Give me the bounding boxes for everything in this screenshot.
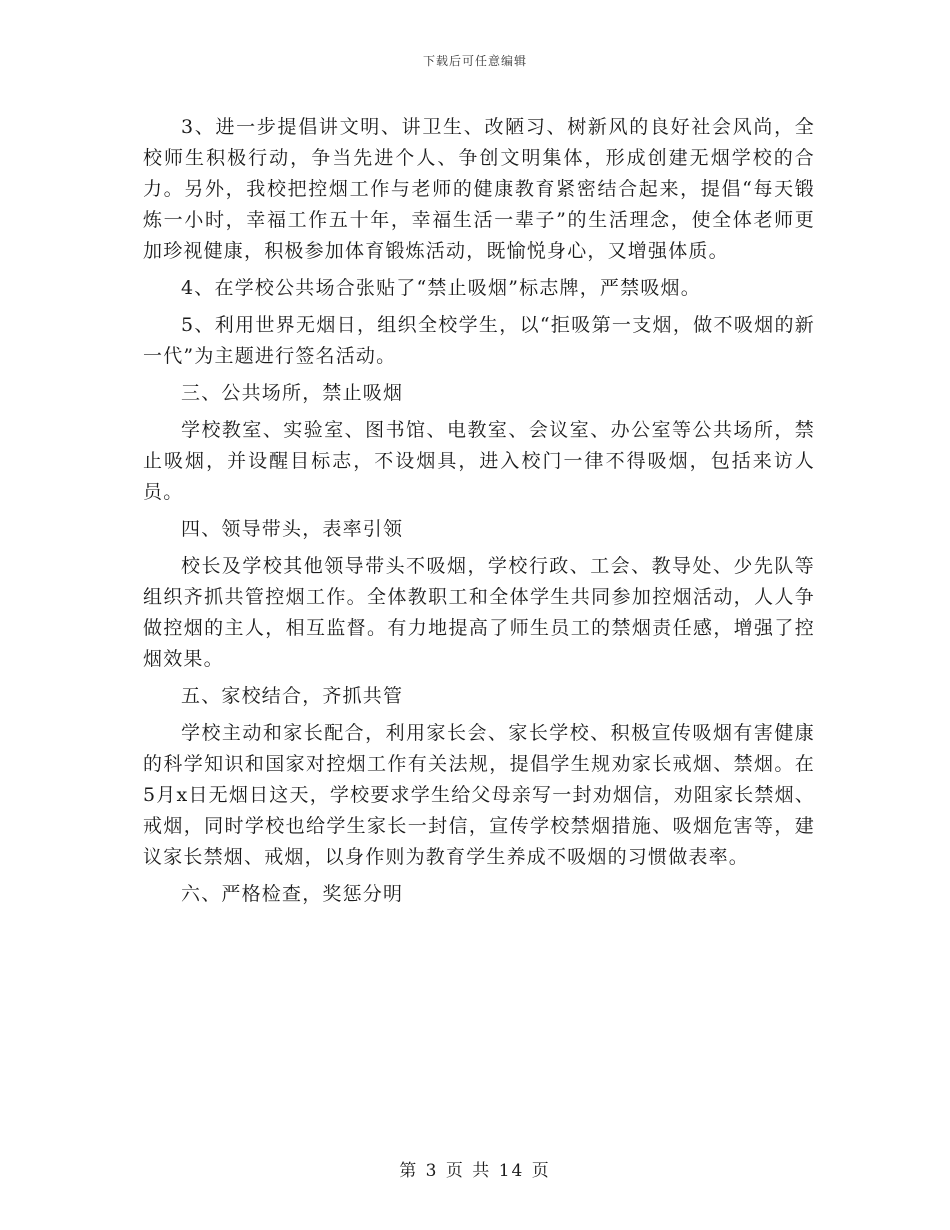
page-number-footer: 第 3 页 共 14 页: [399, 1161, 551, 1181]
paragraph-leadership: 校长及学校其他领导带头不吸烟，学校行政、工会、教导处、少先队等组织齐抓共管控烟工作。全体教职工和全体学生共同参加控烟活动，人人争做控烟的主人，相互监督。有力地提高了师生员工的禁烟责任感，增强了控烟效果。: [143, 555, 815, 670]
page-header-note: 下载后可任意编辑: [422, 54, 527, 68]
paragraph-item-4: 4、在学校公共场合张贴了“禁止吸烟”标志牌，严禁吸烟。: [181, 277, 701, 299]
paragraph-item-3: 3、进一步提倡讲文明、讲卫生、改陋习、树新风的良好社会风尚，全校师生积极行动，争当先进个人、争创文明集体，形成创建无烟学校的合力。另外，我校把控烟工作与老师的健康教育紧密结合起来，提倡“每天锻炼一小时，幸福工作五十年，幸福生活一辈子”的生活理念，使全体老师更加珍视健康，积极参加体育锻炼活动，既愉悦身心，又增强体质。: [143, 116, 815, 262]
paragraph-home-school: 学校主动和家长配合，利用家长会、家长学校、积极宣传吸烟有害健康的科学知识和国家对控烟工作有关法规，提倡学生规劝家长戒烟、禁烟。在5月x日无烟日这天，学校要求学生给父母亲写一封劝烟信，劝阻家长禁烟、戒烟，同时学校也给学生家长一封信，宣传学校禁烟措施、吸烟危害等，建议家长禁烟、戒烟，以身作则为教育学生养成不吸烟的习惯做表率。: [143, 722, 815, 868]
paragraph-public-places: 学校教室、实验室、图书馆、电教室、会议室、办公室等公共场所，禁止吸烟，并设醒目标志，不设烟具，进入校门一律不得吸烟，包括来访人员。: [143, 419, 815, 503]
document-body: [143, 112, 815, 916]
paragraph-item-5: 5、利用世界无烟日，组织全校学生，以“拒吸第一支烟，做不吸烟的新一代”为主题进行签名活动。: [143, 314, 815, 367]
section-heading-4: 四、领导带头，表率引领: [181, 518, 404, 540]
section-heading-5: 五、家校结合，齐抓共管: [181, 685, 404, 707]
section-heading-3: 三、公共场所，禁止吸烟: [181, 382, 404, 404]
section-heading-6: 六、严格检查，奖惩分明: [181, 883, 404, 905]
